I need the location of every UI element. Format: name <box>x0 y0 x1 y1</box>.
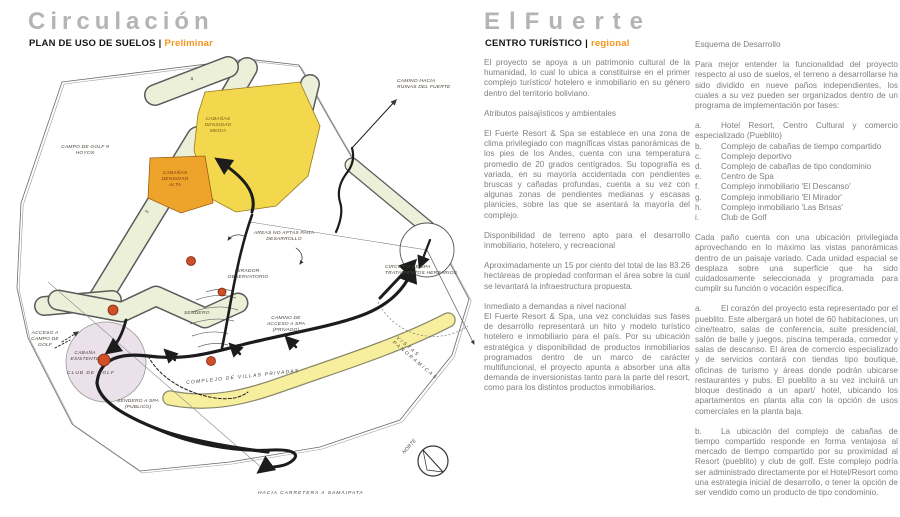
phase-a-text: El corazón del proyecto esta representado por el pueblito. Este albergará un hotel de 60 habitaciones, un cine/teatro, salas de conferencia, suite presidencial, salón de baile y juegos, piscina temperada, comedor y salas de descanso. El área de comercio especializado y de servicios contará con tiendas tipo boutique, oficinas de turismo y áreas donde podrán ubicarse restaurantes y pubs. El pueblito a su vez incluirá un bloque destinado a un apart/ hotel, ubicando los apartamentos en planta alta con la opción de usos comerciales en la planta baja. <box>695 304 898 416</box>
left-subtitle-accent: Preliminar <box>164 38 213 49</box>
map-label-mirador: MIRADOR- OBSERVATORIO <box>227 269 269 280</box>
phase-letter: i. <box>695 213 700 223</box>
right-subtitle-divider: | <box>585 38 589 49</box>
map-label-camino-spa: CAMINO DE ACCESO A SPA (PRIVADO) <box>266 316 306 333</box>
phase-label: Club de Golf <box>721 213 767 223</box>
phase-a-letter: a. <box>695 304 702 314</box>
right-page-title: ElFuerte <box>484 8 653 35</box>
map-label-hole-number: 4 <box>190 77 195 83</box>
phase-b-text: La ubicación del complejo de cabañas de tiempo compartido responde en forma ventajosa al mercado de tiempo compartido por su proximidad al Resort (pueblito) y club de golf. Este complejo podría ser administrado directamente por el Hotel/Resort como una estrategia inicial de desarrollo, o tener la opción de ser vendido como un producto de tipo condominio. <box>695 426 898 497</box>
phase-label: Complejo inmobiliario 'Las Brisas' <box>721 202 843 212</box>
phase-item <box>695 172 898 182</box>
node-dot <box>207 357 216 366</box>
phase-item <box>695 142 898 152</box>
atributos-paragraph: El Fuerte Resort & Spa se establece en una zona de clima privilegiado con magníficas vistas panorámicas de los pies de los Andes, cuenta con una temperatura promedio de 20 grados centígrados. Su topografía es variada, en su mayoría accidentada con pendientes bruscas y cañadas profundas, cuenta a su vez con algunas zonas de pendientes medianas y escasas planicies, sobre las que se asentará la mayoría del complejo. <box>484 129 690 220</box>
phase-item <box>695 162 898 172</box>
phase-label: Complejo inmobiliario 'El Descanso' <box>721 182 851 192</box>
map-label-campo-golf: CAMPO DE GOLF 9 HOYOS <box>61 145 109 156</box>
right-subtitle-accent: regional <box>591 38 630 49</box>
map-label-acceso-golf: ACCESO A CAMPO DE GOLF <box>31 331 59 348</box>
phase-item <box>695 203 898 213</box>
trail-to-ruins <box>352 100 396 148</box>
map-label-hacia-carretera: HACIA CARRETERA A SAMAIPATA <box>258 491 364 496</box>
phase-letter: h. <box>695 202 702 212</box>
phase-label: Complejo inmobiliario 'El Mirador' <box>721 192 842 202</box>
intro-paragraph: El proyecto se apoya a un patrimonio cultural de la humanidad, lo cual lo ubica a constituirse en el primer complejo turístico/ hotelero e inmobiliario en su género dentro del territorio boliviano. <box>484 58 690 98</box>
heading-disponibilidad: Disponibilidad de terreno apto para el desarrollo inmobiliario, hotelero, y recreacional <box>484 230 690 251</box>
map-label-vistas: VISTAS PANORAMICAS <box>391 336 439 382</box>
phase-letter: f. <box>695 182 700 192</box>
phase-item <box>695 152 898 162</box>
phase-label: Complejo deportivo <box>721 151 792 161</box>
map-label-sendero-spa: SENDERO A SPA (PUBLICO) <box>117 399 159 410</box>
esquema-paragraph: Para mejor entender la funcionalidad del proyecto respecto al uso de suelos, el terreno a desarrollarse ha sido dividido en nueve paños independientes, los cuales a su vez pueden ser organizados dentro de un programa de implementación por fases: <box>695 60 898 111</box>
heading-atributos: Atributos paisajísticos y ambientales <box>484 108 616 118</box>
map-label-villas: COMPLEJO DE VILLAS PRIVADAS <box>186 369 300 386</box>
phase-label: Complejo de cabañas de tipo condominio <box>721 162 872 172</box>
map-label-camino-ruinas: CAMINO HACIA RUINAS DEL FUERTE <box>397 79 451 90</box>
map-label-sendero: SENDERO <box>184 311 210 316</box>
node-dot <box>108 305 118 315</box>
direction-arrow <box>287 338 296 347</box>
map-label-club-golf: CLUB DE GOLF <box>67 371 115 376</box>
map-label-cabana-existente: CABAÑA EXISTENTE <box>70 351 100 362</box>
phase-b-letter: b. <box>695 426 702 436</box>
map-label-circuito-spa: CIRCUITO DE SPA TRATAMIENTOS HERBARIOS <box>385 265 458 276</box>
heading-esquema: Esquema de Desarrollo <box>695 40 781 49</box>
phase-item <box>695 121 898 141</box>
left-page-subtitle <box>29 38 213 49</box>
inmediato-paragraph: El Fuerte Resort & Spa, una vez concluidas sus fases de desarrollo representará un hito y modelo turístico hotelero e inmobiliario para el país. Por su ubicación estratégica y disponibilidad de productos inmobiliarios programados dentro de un marco de carácter multifuncional, el proyecto apunta a absorber una alta demanda de inversionistas tanto para la parte del resort, como para los distintos productos inmobiliarios. <box>484 312 690 393</box>
panos-paragraph: Cada paño cuenta con una ubicación privilegiada aprovechando en lo máximo las vistas panorámicas dentro de un paisaje variado. Cada unidad espacial se desplaza sobre una superficie que ha sido cuidadosamente seleccionada y programada para cumplir su función o vocación específica. <box>695 233 898 294</box>
node-dot <box>187 257 196 266</box>
area-cabanas-densidad-media <box>194 82 320 212</box>
fairway-fill <box>352 165 428 228</box>
right-page-subtitle <box>485 38 630 49</box>
map-label-norte: NORTE <box>402 438 418 456</box>
mirador-dot <box>218 288 226 296</box>
phase-label: Hotel Resort, Centro Cultural y comercio especializado (Pueblito) <box>695 121 898 141</box>
map-label-areas-no-aptas: AREAS NO APTAS PARA DESARROLLO <box>253 231 315 242</box>
left-subtitle-divider: | <box>158 38 162 49</box>
map-label-cabanas-media: CABAÑAS DENSIDAD MEDIA <box>204 117 232 134</box>
phase-letter: d. <box>695 162 702 172</box>
phase-item <box>695 182 898 192</box>
phase-b-paragraph <box>695 427 898 498</box>
column-intro <box>484 58 690 404</box>
column-esquema <box>695 40 898 508</box>
phase-label: Complejo de cabañas de tiempo compartido <box>721 141 882 151</box>
disponibilidad-paragraph: Aproximadamente un 15 por ciento del total de las 83.26 hectáreas de propiedad conforman el área sobre la cual se levantará la infraestructura propuesta. <box>484 261 690 291</box>
compass-icon <box>418 446 448 476</box>
phase-item <box>695 213 898 223</box>
phase-letter: e. <box>695 172 702 182</box>
phase-letter: b. <box>695 141 702 151</box>
phase-letter: a. <box>695 121 702 131</box>
areas-pointer <box>296 248 302 264</box>
phase-item <box>695 193 898 203</box>
phase-list <box>695 121 898 223</box>
phase-letter: c. <box>695 151 702 161</box>
phase-a-paragraph <box>695 304 898 416</box>
map-label-hole-number: 5 <box>145 209 151 215</box>
right-subtitle-text: CENTRO TURÍSTICO <box>485 38 583 49</box>
left-page-title: Circulación <box>28 8 214 35</box>
phase-letter: g. <box>695 192 702 202</box>
left-subtitle-text: PLAN DE USO DE SUELOS <box>29 38 156 49</box>
phase-label: Centro de Spa <box>721 172 774 182</box>
heading-inmediato: Inmediato a demandas a nivel nacional <box>484 301 627 311</box>
map-label-cabanas-alta: CABAÑAS DENSIDAD ALTA <box>161 171 189 188</box>
